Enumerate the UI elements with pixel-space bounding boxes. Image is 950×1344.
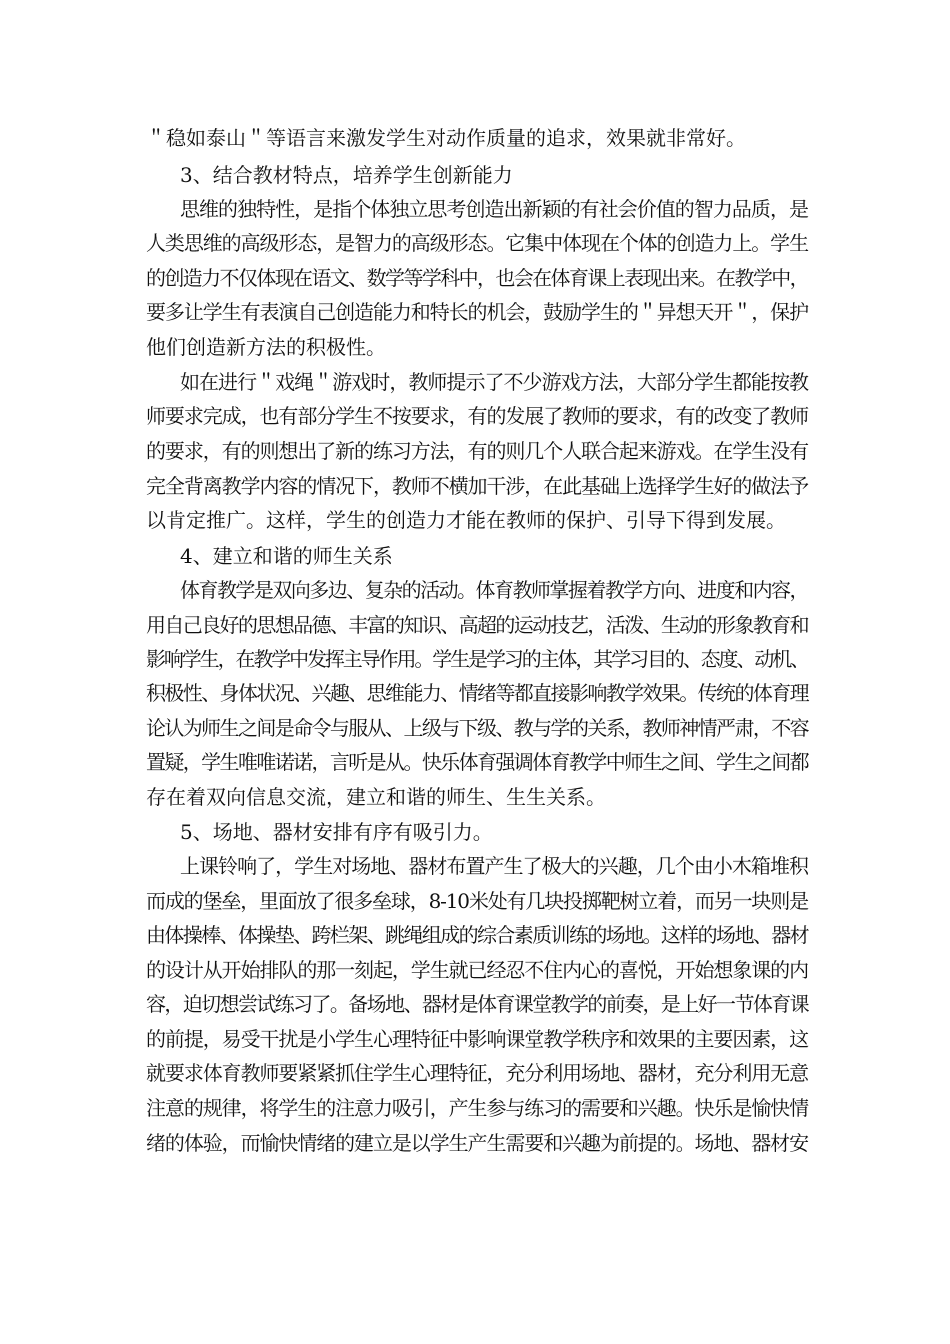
text-line: 用自己良好的思想品德、丰富的知识、高超的运动技艺，活泼、生动的形象教育和 [146, 613, 808, 637]
text-line: 存在着双向信息交流，建立和谐的师生、生生关系。 [146, 785, 606, 809]
text-line: 注意的规律，将学生的注意力吸引，产生参与练习的需要和兴趣。快乐是愉快情 [146, 1096, 808, 1120]
text-line: 绪的体验，而愉快情绪的建立是以学生产生需要和兴趣为前提的。场地、器材安 [146, 1131, 808, 1155]
text-line: 积极性、身体状况、兴趣、思维能力、情绪等都直接影响教学效果。传统的体育理 [146, 681, 808, 705]
text-line: 以肯定推广。这样，学生的创造力才能在教师的保护、引导下得到发展。 [146, 508, 786, 532]
section-heading: 4、建立和谐的师生关系 [180, 544, 393, 568]
text-line: 上课铃响了，学生对场地、器材布置产生了极大的兴趣，几个由小木箱堆积 [180, 854, 808, 878]
section-heading: 3、结合教材特点，培养学生创新能力 [180, 163, 513, 187]
text-line: 的要求，有的则想出了新的练习方法，有的则几个人联合起来游戏。在学生没有 [146, 439, 808, 463]
text-line: 要多让学生有表演自己创造能力和特长的机会，鼓励学生的＂异想天开＂，保护 [146, 300, 808, 324]
text-line: 他们创造新方法的积极性。 [146, 335, 386, 359]
text-line: 置疑，学生唯唯诺诺，言听是从。快乐体育强调体育教学中师生之间、学生之间都 [146, 750, 808, 774]
text-line: 师要求完成，也有部分学生不按要求，有的发展了教师的要求，有的改变了教师 [146, 404, 808, 428]
text-line: 的创造力不仅体现在语文、数学等学科中，也会在体育课上表现出来。在教学中， [146, 266, 808, 290]
text-line: 人类思维的高级形态，是智力的高级形态。它集中体现在个体的创造力上。学生 [146, 231, 808, 255]
text-line: 体育教学是双向多边、复杂的活动。体育教师掌握着教学方向、进度和内容， [180, 578, 808, 602]
text-line: 而成的堡垒，里面放了很多垒球，8-10米处有几块投掷靶树立着，而另一块则是 [146, 889, 808, 913]
text-line: 就要求体育教师要紧紧抓住学生心理特征，充分利用场地、器材，充分利用无意 [146, 1061, 808, 1085]
text-line: 完全背离教学内容的情况下，教师不横加干涉，在此基础上选择学生好的做法予 [146, 474, 808, 498]
text-line: 如在进行＂戏绳＂游戏时，教师提示了不少游戏方法，大部分学生都能按教 [180, 370, 808, 394]
text-line: ＂稳如泰山＂等语言来激发学生对动作质量的追求，效果就非常好。 [146, 126, 746, 150]
text-line: 影响学生，在教学中发挥主导作用。学生是学习的主体，其学习目的、态度、动机、 [146, 647, 808, 671]
text-line: 的前提，易受干扰是小学生心理特征中影响课堂教学秩序和效果的主要因素，这 [146, 1027, 808, 1051]
text-line: 由体操棒、体操垫、跨栏架、跳绳组成的综合素质训练的场地。这样的场地、器材 [146, 923, 808, 947]
text-line: 容，迫切想尝试练习了。备场地、器材是体育课堂教学的前奏，是上好一节体育课 [146, 992, 808, 1016]
text-line: 思维的独特性，是指个体独立思考创造出新颖的有社会价值的智力品质，是 [180, 197, 808, 221]
text-line: 的设计从开始排队的那一刻起，学生就已经忍不住内心的喜悦，开始想象课的内 [146, 958, 808, 982]
section-heading: 5、场地、器材安排有序有吸引力。 [180, 820, 493, 844]
text-line: 论认为师生之间是命令与服从、上级与下级、教与学的关系，教师神情严肃，不容 [146, 716, 808, 740]
